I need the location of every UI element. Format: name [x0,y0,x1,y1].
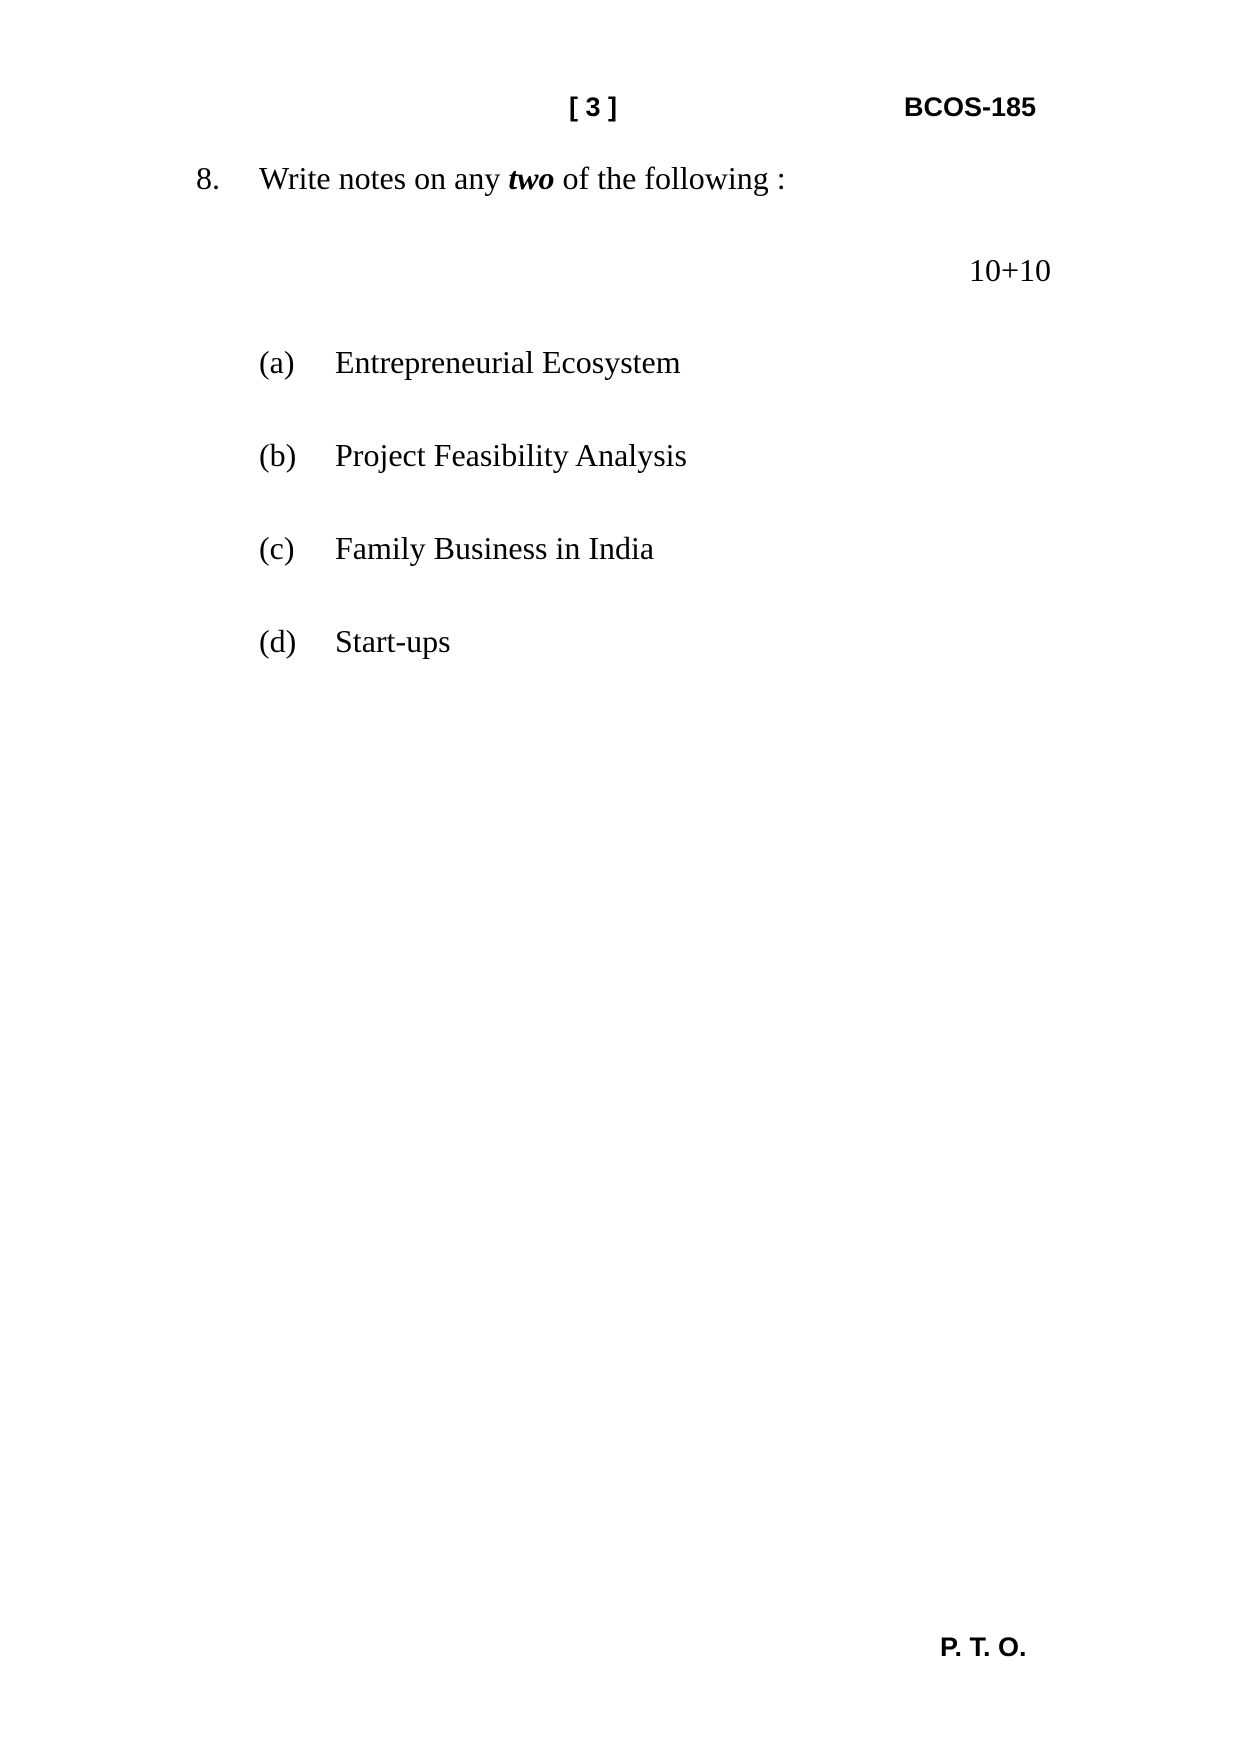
question-8 [196,160,786,197]
option-c [259,530,654,567]
question-marks: 10+10 [968,252,1051,288]
question-number: 8. [196,160,220,196]
option-label: (a) [259,344,295,380]
option-text: Project Feasibility Analysis [335,437,687,473]
page-number: [ 3 ] [569,92,618,122]
option-label: (d) [259,623,297,659]
option-a [259,344,681,381]
please-turn-over: P. T. O. [940,1632,1027,1662]
option-label: (b) [259,437,297,473]
paper-code: BCOS-185 [904,92,1037,122]
option-b [259,437,687,474]
question-text-before: Write notes on any [259,160,509,196]
option-label: (c) [259,530,295,566]
option-d [259,623,451,660]
question-emphasis: two [508,160,555,196]
option-text: Entrepreneurial Ecosystem [335,344,681,380]
option-text: Family Business in India [335,530,655,566]
option-text: Start-ups [335,623,451,659]
question-text-after: of the following : [554,160,786,196]
